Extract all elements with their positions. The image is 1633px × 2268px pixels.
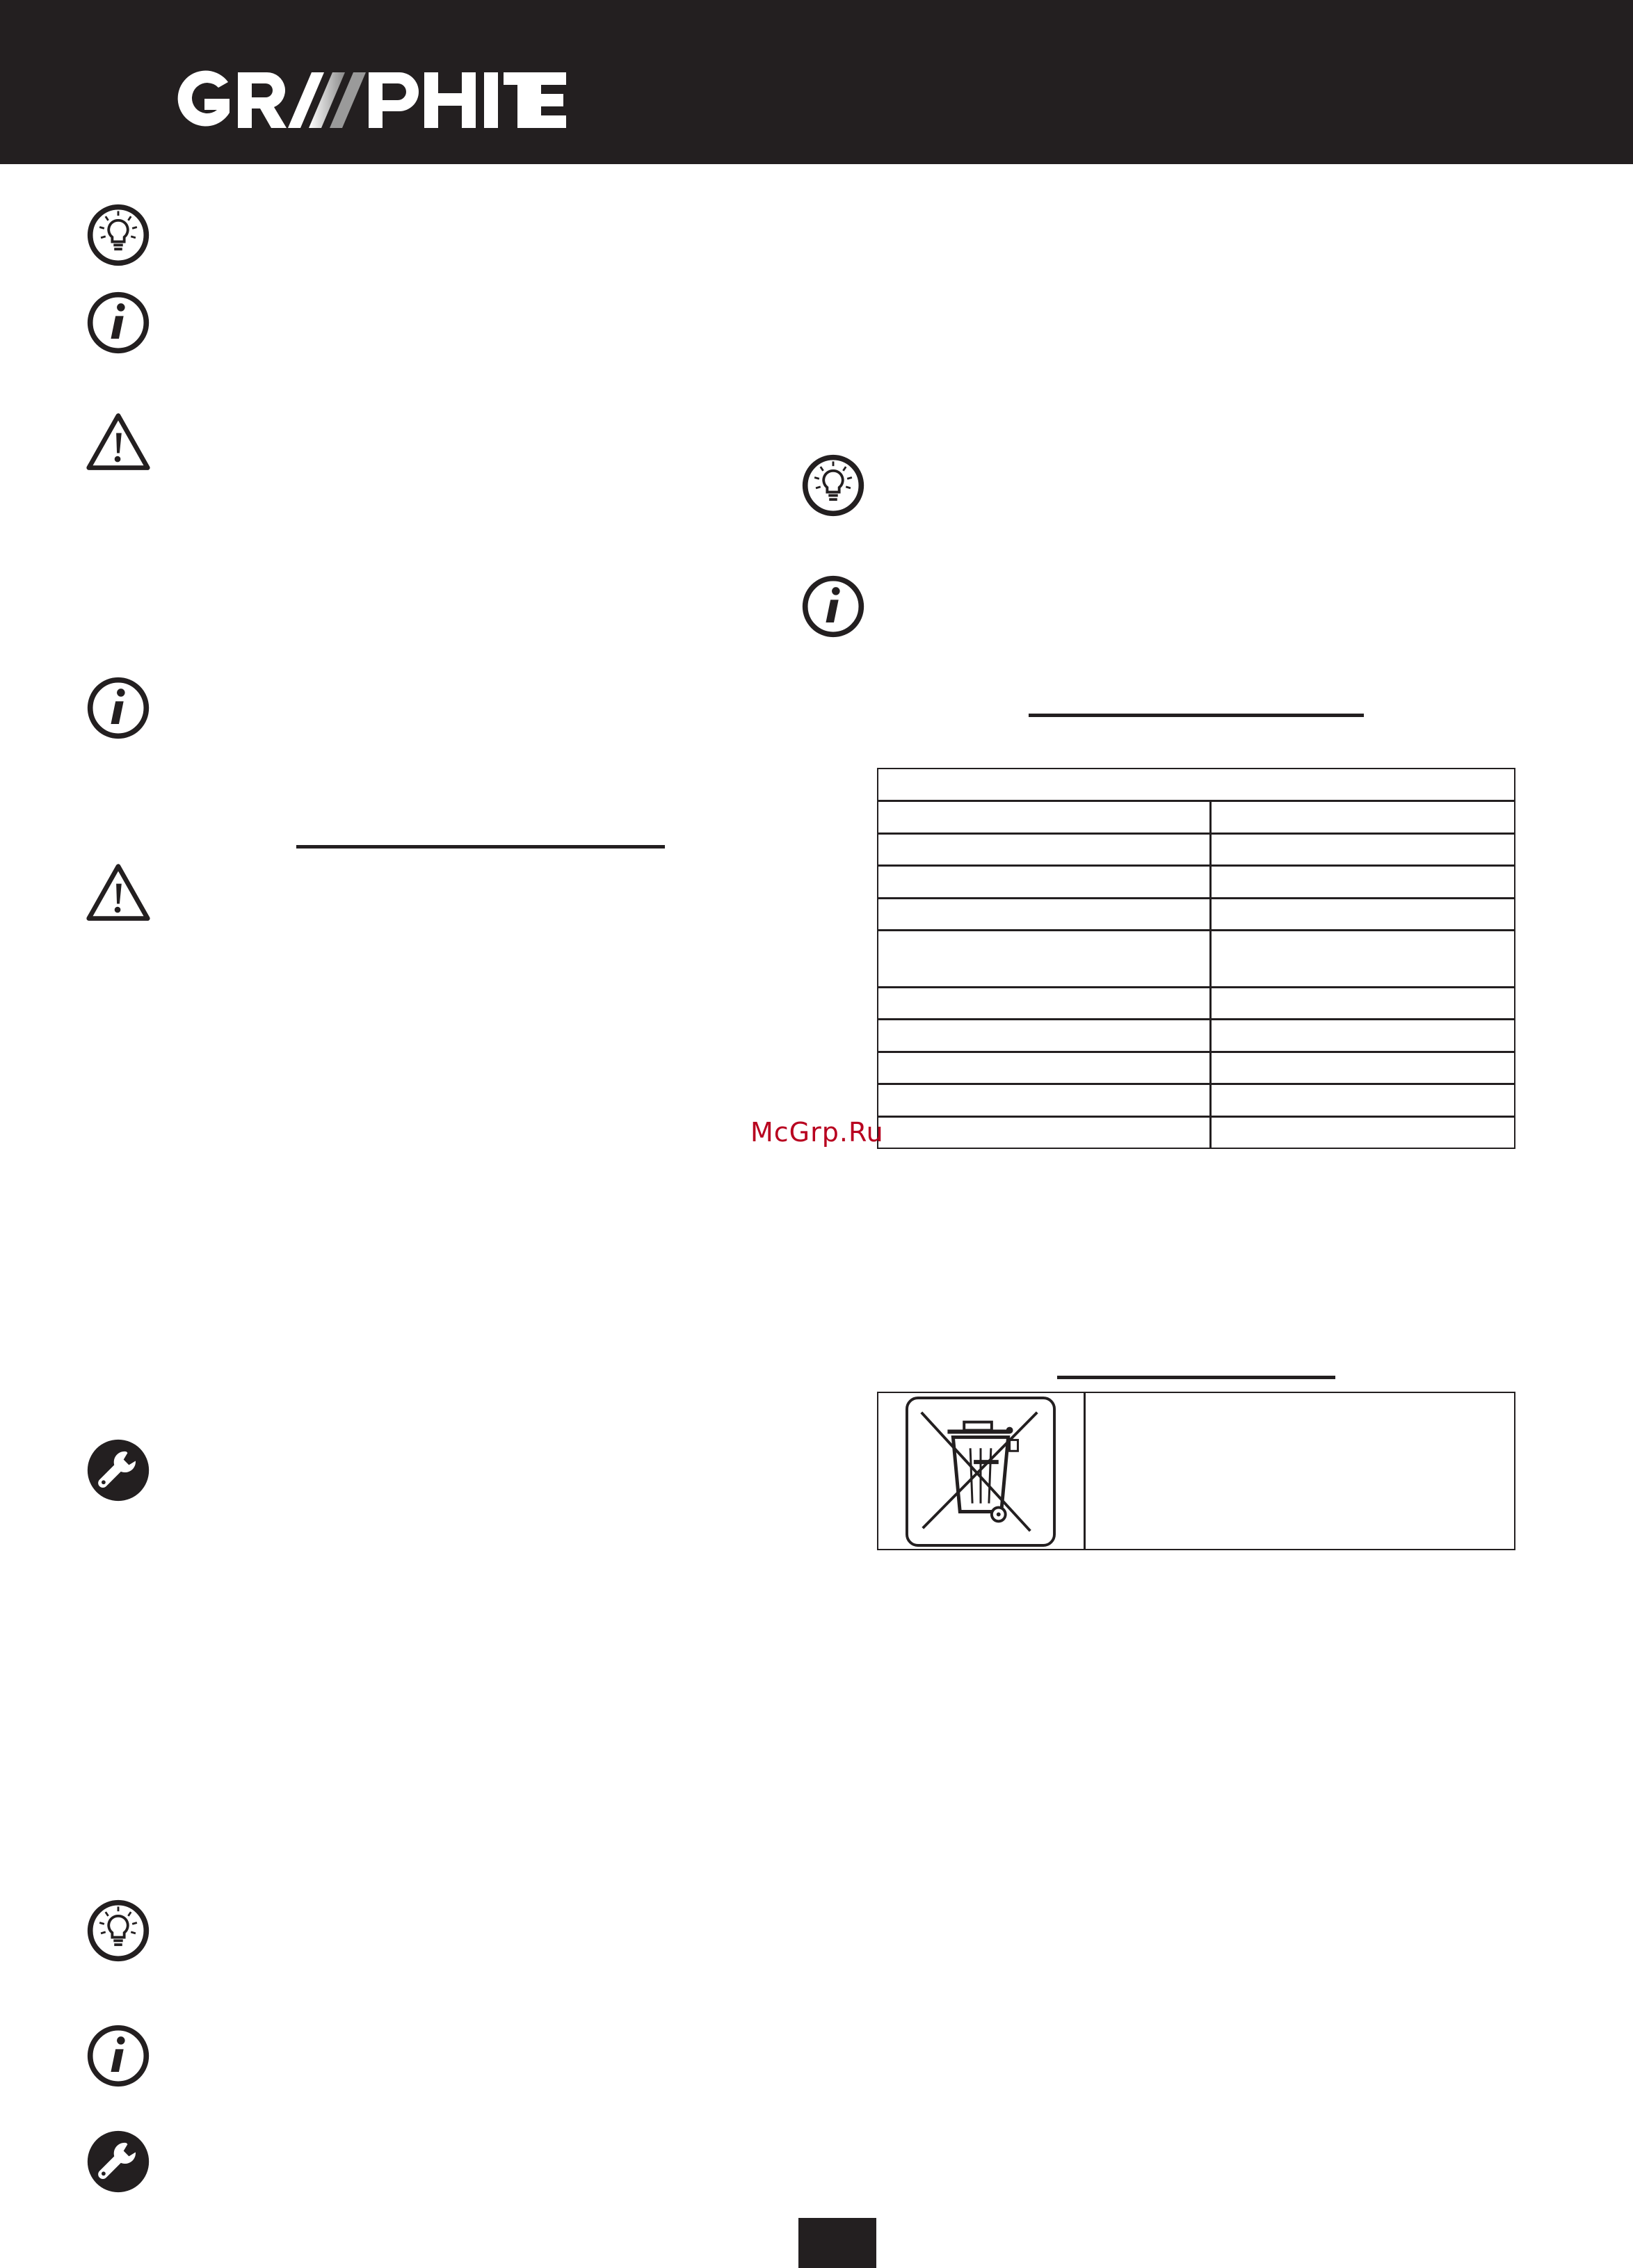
spec-table-row-line xyxy=(878,833,1514,835)
page-number-tab xyxy=(798,2218,876,2268)
disposal-info-box xyxy=(877,1392,1515,1550)
crossed-out-wheelie-bin-icon xyxy=(905,1396,1056,1547)
section-heading-rule xyxy=(1029,714,1364,717)
wrench-icon xyxy=(85,2128,152,2195)
watermark: McGrp.Ru xyxy=(750,1117,884,1148)
disposal-box-divider xyxy=(1084,1393,1086,1549)
spec-table-column-line xyxy=(1209,801,1212,1148)
spec-table-row-line xyxy=(878,864,1514,867)
lightbulb-icon xyxy=(85,202,152,268)
info-icon xyxy=(85,289,152,356)
spec-table-row-line xyxy=(878,929,1514,931)
spec-table xyxy=(877,768,1515,1149)
graphite-logo xyxy=(170,67,566,134)
section-heading-rule xyxy=(296,845,665,849)
wrench-icon xyxy=(85,1437,152,1504)
warning-triangle-icon xyxy=(85,861,152,928)
spec-table-row-line xyxy=(878,897,1514,899)
info-icon xyxy=(85,2022,152,2089)
spec-table-row-line xyxy=(878,1018,1514,1020)
lightbulb-icon xyxy=(800,452,867,519)
section-heading-rule xyxy=(1057,1376,1335,1379)
lightbulb-icon xyxy=(85,1897,152,1964)
header-band xyxy=(0,0,1633,164)
warning-triangle-icon xyxy=(85,410,152,477)
spec-table-row-line xyxy=(878,1083,1514,1085)
spec-table-row-line xyxy=(878,986,1514,988)
info-icon xyxy=(85,675,152,741)
spec-table-row-line xyxy=(878,800,1514,802)
info-icon xyxy=(800,573,867,640)
spec-table-row-line xyxy=(878,1116,1514,1118)
spec-table-row-line xyxy=(878,1051,1514,1053)
